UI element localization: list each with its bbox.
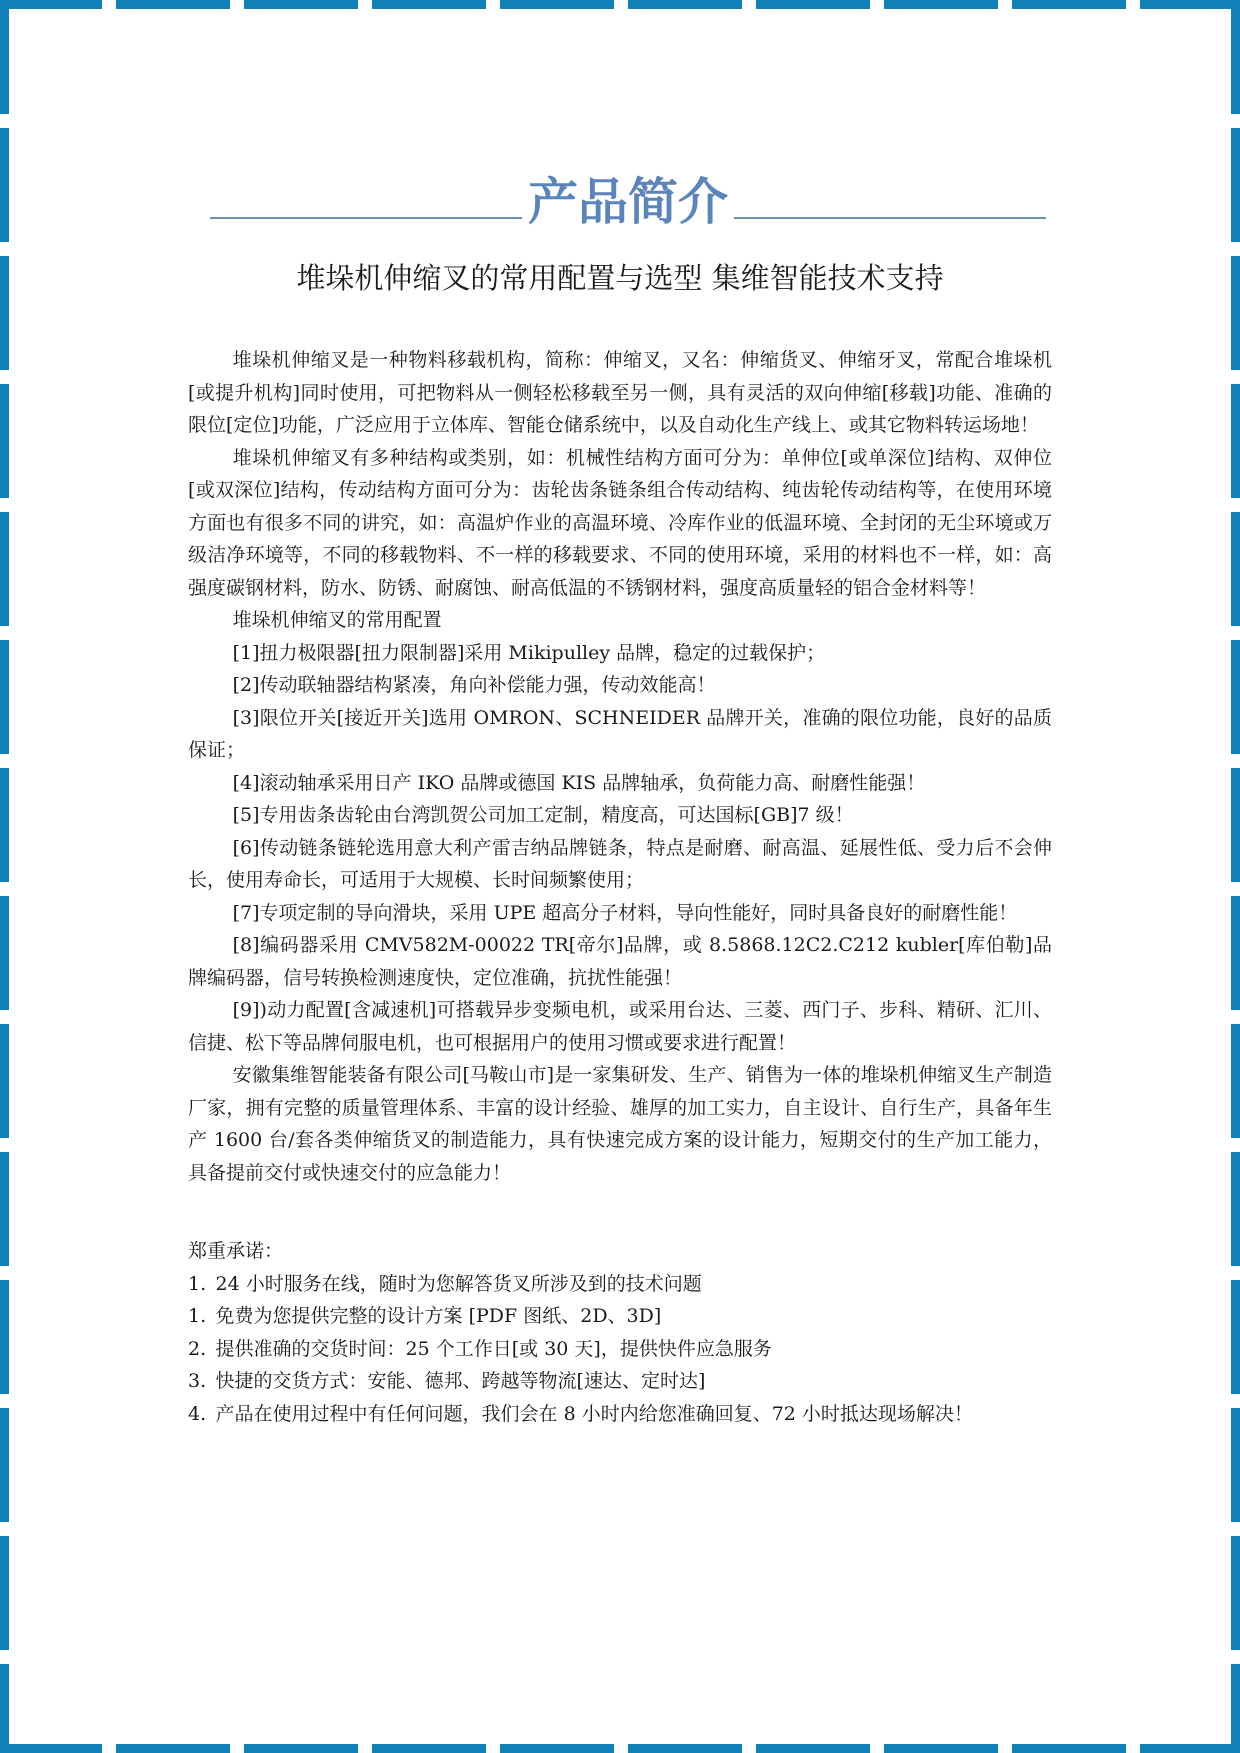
border-dash-top	[244, 0, 358, 9]
border-dash-top	[500, 0, 614, 9]
promise-item-number: 1.	[188, 1272, 207, 1295]
border-dash-right	[1231, 1152, 1240, 1266]
promise-item	[188, 1398, 1052, 1431]
border-dash-top	[884, 0, 998, 9]
title-row	[210, 160, 1046, 230]
border-dash-right	[1231, 384, 1240, 498]
border-dash-bottom	[116, 1744, 230, 1753]
config-item-8: [8]编码器采用 CMV582M-00022 TR[帝尔]品牌，或 8.5868.12C2.C212 kubler[库伯勒]品牌编码器，信号转换检测速度快，定位准确，抗扰性能强！	[188, 934, 1052, 989]
config-item-7: [7]专项定制的导向滑块，采用 UPE 超高分子材料，导向性能好，同时具备良好的耐磨性能！	[232, 901, 1018, 924]
border-dash-left	[0, 1280, 9, 1394]
border-dash-top	[628, 0, 742, 9]
promise-item-number: 4.	[188, 1402, 207, 1425]
border-dash-right	[1231, 1280, 1240, 1394]
border-dash-right	[1231, 1664, 1240, 1753]
config-item-5: [5]专用齿条齿轮由台湾凯贺公司加工定制，精度高，可达国标[GB]7 级！	[232, 804, 854, 826]
promise-item-number: 2.	[188, 1337, 207, 1360]
border-dash-top	[1140, 0, 1240, 9]
promise-item	[188, 1333, 1052, 1366]
border-dash-top	[372, 0, 486, 9]
border-dash-right	[1231, 896, 1240, 1010]
subtitle: 堆垛机伸缩叉的常用配置与选型 集维智能技术支持	[296, 261, 944, 295]
border-dash-left	[0, 128, 9, 242]
border-dash-bottom	[372, 1744, 486, 1753]
title-rule-right	[734, 216, 1046, 219]
promise-item-text: 24 小时服务在线，随时为您解答货叉所涉及到的技术问题	[215, 1272, 702, 1295]
promise-item	[188, 1365, 1052, 1398]
border-dash-bottom	[1012, 1744, 1126, 1753]
promise-item-number: 1.	[188, 1305, 207, 1327]
paragraph-structures: 堆垛机伸缩叉有多种结构或类别，如：机械性结构方面可分为：单伸位[或单深位]结构、双伸位[或双深位]结构，传动结构方面可分为：齿轮齿条链条组合传动结构、纯齿轮传动结构等，在使用环境方面也有很多不同的讲究，如：高温炉作业的高温环境、冷库作业的低温环境、全封闭的无尘环境或万级洁净环境等，不同的移载物料、不一样的移载要求、不同的使用环境，采用的材料也不一样，如：高强度碳钢材料，防水、防锈、耐腐蚀、耐高低温的不锈钢材料，强度高质量轻的铝合金材料等！	[188, 446, 1052, 599]
border-dash-top	[1012, 0, 1126, 9]
border-dash-left	[0, 512, 9, 626]
paragraph-config-heading: 堆垛机伸缩叉的常用配置	[232, 609, 442, 631]
promise-item-text: 免费为您提供完整的设计方案 [PDF 图纸、2D、3D]	[215, 1305, 662, 1327]
border-dash-bottom	[756, 1744, 870, 1753]
body-text	[188, 344, 1052, 1430]
border-dash-right	[1231, 128, 1240, 242]
promise-heading: 郑重承诺：	[188, 1240, 284, 1262]
border-dash-bottom	[244, 1744, 358, 1753]
border-dash-bottom	[884, 1744, 998, 1753]
title-rule-left	[210, 216, 522, 219]
border-dash-right	[1231, 512, 1240, 626]
border-dash-left	[0, 0, 9, 114]
promise-section	[188, 1235, 1052, 1430]
promise-item-number: 3.	[188, 1370, 207, 1392]
border-dash-right	[1231, 1024, 1240, 1138]
border-dash-right	[1231, 0, 1240, 114]
page-title: 产品简介	[528, 173, 728, 231]
config-item-3: [3]限位开关[接近开关]选用 OMRON、SCHNEIDER 品牌开关，准确的限位功能，良好的品质保证；	[188, 706, 1052, 761]
border-dash-right	[1231, 1536, 1240, 1650]
config-item-1: [1]扭力极限器[扭力限制器]采用 Mikipulley 品牌，稳定的过载保护；	[232, 641, 826, 664]
border-dash-left	[0, 768, 9, 882]
config-item-4: [4]滚动轴承采用日产 IKO 品牌或德国 KIS 品牌轴承，负荷能力高、耐磨性能强！	[232, 771, 926, 794]
promise-item-text: 快捷的交货方式：安能、德邦、跨越等物流[速达、定时达]	[215, 1370, 706, 1392]
border-dash-left	[0, 1664, 9, 1753]
border-dash-left	[0, 1024, 9, 1138]
border-dash-right	[1231, 768, 1240, 882]
paragraph-company: 安徽集维智能装备有限公司[马鞍山市]是一家集研发、生产、销售为一体的堆垛机伸缩叉生产制造厂家，拥有完整的质量管理体系、丰富的设计经验、雄厚的加工实力，自主设计、自行生产，具备年生产 1600 台/套各类伸缩货叉的制造能力，具有快速完成方案的设计能力，短期交付的生产加工能力，具备提前交付或快速交付的应急能力！	[188, 1064, 1052, 1184]
config-item-9: [9])动力配置[含减速机]可搭载异步变频电机，或采用台达、三菱、西门子、步科、精研、汇川、信捷、松下等品牌伺服电机，也可根据用户的使用习惯或要求进行配置！	[188, 999, 1052, 1054]
border-dash-left	[0, 640, 9, 754]
border-dash-bottom	[628, 1744, 742, 1753]
border-dash-top	[116, 0, 230, 9]
border-dash-left	[0, 1536, 9, 1650]
promise-item-text: 提供准确的交货时间：25 个工作日[或 30 天]，提供快件应急服务	[215, 1337, 772, 1360]
border-dash-right	[1231, 256, 1240, 370]
promise-item	[188, 1300, 1052, 1333]
promise-item-text: 产品在使用过程中有任何问题，我们会在 8 小时内给您准确回复、72 小时抵达现场解决！	[215, 1402, 973, 1425]
border-dash-left	[0, 256, 9, 370]
border-dash-left	[0, 1408, 9, 1522]
border-dash-top	[0, 0, 102, 9]
border-dash-left	[0, 384, 9, 498]
border-dash-right	[1231, 1408, 1240, 1522]
border-dash-bottom	[0, 1744, 102, 1753]
border-dash-top	[756, 0, 870, 9]
border-dash-bottom	[1140, 1744, 1240, 1753]
border-dash-bottom	[500, 1744, 614, 1753]
paragraph-intro: 堆垛机伸缩叉是一种物料移载机构，简称：伸缩叉，又名：伸缩货叉、伸缩牙叉，常配合堆垛机[或提升机构]同时使用，可把物料从一侧轻松移载至另一侧，具有灵活的双向伸缩[移载]功能、准确的限位[定位]功能，广泛应用于立体库、智能仓储系统中，以及自动化生产线上、或其它物料转运场地！	[188, 349, 1052, 436]
border-dash-left	[0, 896, 9, 1010]
config-item-6: [6]传动链条链轮选用意大利产雷吉纳品牌链条，特点是耐磨、耐高温、延展性低、受力后不会伸长，使用寿命长，可适用于大规模、长时间频繁使用；	[188, 836, 1052, 891]
border-dash-left	[0, 1152, 9, 1266]
promise-item	[188, 1268, 1052, 1301]
border-dash-right	[1231, 640, 1240, 754]
config-item-2: [2]传动联轴器结构紧凑，角向补偿能力强，传动效能高！	[232, 674, 716, 696]
